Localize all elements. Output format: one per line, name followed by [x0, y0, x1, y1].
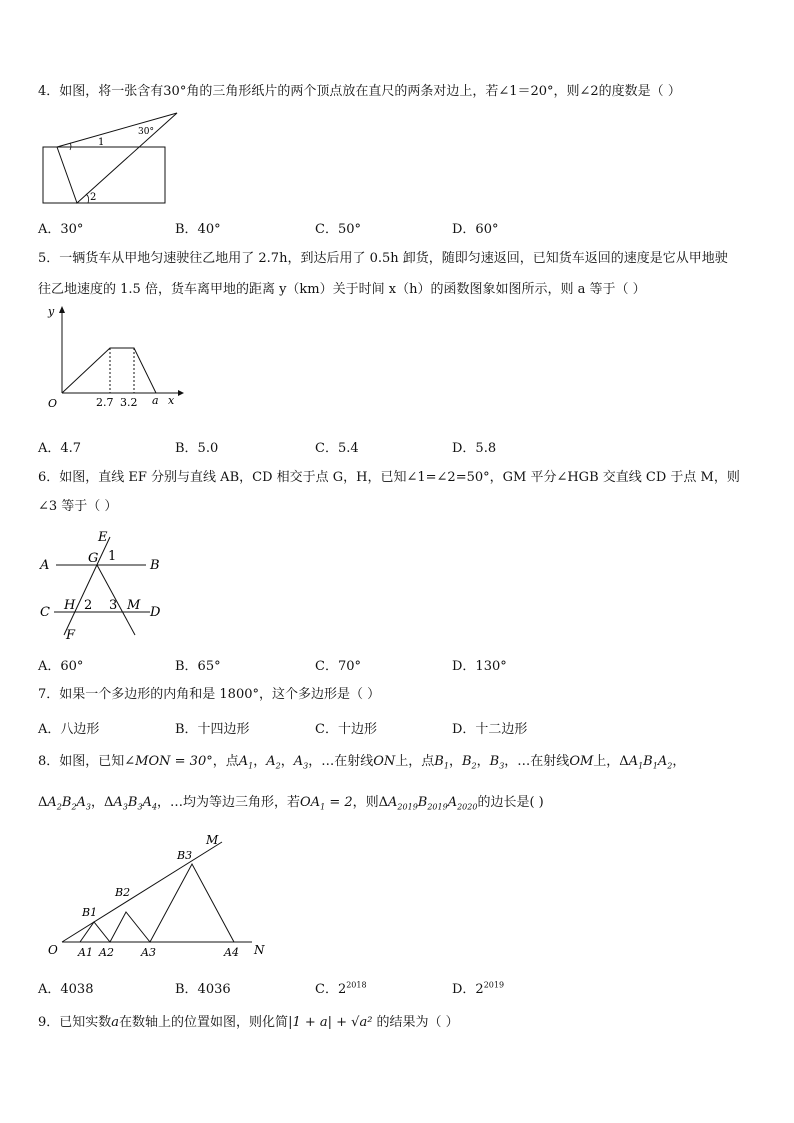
q7-option-c[interactable]: C．十边形	[315, 722, 377, 737]
q5-option-a[interactable]: A．4.7	[38, 441, 82, 456]
q4-label-30: 30°	[138, 127, 154, 137]
q8-option-d[interactable]: D．$2^{2019}$	[452, 980, 505, 997]
q6-label-3: 3	[109, 598, 118, 613]
ray-om	[62, 842, 222, 942]
q4-figure	[40, 110, 190, 210]
q6-label-1: 1	[108, 549, 117, 564]
q6-option-a[interactable]: A．60°	[38, 659, 84, 674]
q4-label-2: 2	[90, 192, 97, 203]
q5-option-c[interactable]: C．5.4	[315, 441, 359, 456]
q6-label-b: B	[150, 558, 160, 573]
q5-label-x: x	[168, 394, 175, 407]
q6-label-d: D	[150, 605, 161, 620]
q5-label-32: 3.2	[120, 396, 138, 409]
q6-text-line1: 6．如图，直线 EF 分别与直线 AB，CD 相交于点 G，H，已知∠1=∠2=50°，GM 平分∠HGB 交直线 CD 于点 M，则	[38, 470, 740, 485]
q8-option-a[interactable]: A．4038	[38, 982, 94, 997]
q9-text: 9．已知实数a在数轴上的位置如图，则化简|1 + a| + √a² 的结果为（ ）	[38, 1015, 459, 1030]
q6-option-c[interactable]: C．70°	[315, 659, 361, 674]
q6-figure	[38, 527, 168, 642]
q4-label-1: 1	[98, 137, 105, 148]
q5-label-y: y	[48, 305, 55, 318]
q8-label-a3: A3	[141, 946, 156, 959]
q6-label-e: E	[98, 530, 108, 545]
q6-label-a: A	[40, 558, 50, 573]
q6-label-f: F	[66, 628, 76, 643]
q7-text: 7．如果一个多边形的内角和是 1800°，这个多边形是（ ）	[38, 687, 381, 702]
q8-label-a2: A2	[99, 946, 114, 959]
q8-option-b[interactable]: B．4036	[175, 982, 231, 997]
q6-label-g: G	[88, 551, 99, 566]
q6-label-m: M	[127, 598, 141, 613]
q4-text: 4．如图，将一张含有30°角的三角形纸片的两个顶点放在直尺的两条对边上，若∠1＝20°，则∠2的度数是（ ）	[38, 84, 681, 99]
q4-option-b[interactable]: B．40°	[175, 222, 221, 237]
triangle-30	[57, 113, 177, 203]
q5-text-line1: 5．一辆货车从甲地匀速驶往乙地用了 2.7h，到达后用了 0.5h 卸货，随即匀速返回，已知货车返回的速度是它从甲地驶	[38, 251, 728, 266]
q5-option-d[interactable]: D．5.8	[452, 441, 497, 456]
q7-option-d[interactable]: D．十二边形	[452, 722, 528, 737]
q4-option-d[interactable]: D．60°	[452, 222, 499, 237]
q8-label-b1: B1	[82, 906, 98, 919]
q5-label-o: O	[48, 397, 58, 410]
q8-text-line1: 8．如图，已知∠MON = 30°，点$A_1$，$A_2$，$A_3$，…在射线ON上，点$B_1$，$B_2$，$B_3$，…在射线OM上，$\Delta A_1B_1A_2$，	[38, 754, 686, 771]
q8-label-a1: A1	[78, 946, 93, 959]
q8-option-c[interactable]: C．$2^{2018}$	[315, 980, 367, 997]
q8-label-o: O	[48, 943, 58, 957]
q8-label-a4: A4	[224, 946, 239, 959]
q5-graph	[38, 303, 188, 413]
q6-option-d[interactable]: D．130°	[452, 659, 507, 674]
q6-text-line2: ∠3 等于（ ）	[38, 499, 118, 514]
q8-label-m: M	[206, 833, 219, 847]
q5-label-a: a	[152, 394, 159, 407]
q8-label-n: N	[254, 943, 265, 957]
q8-angle-expr: ∠MON = 30°	[124, 754, 213, 769]
q5-label-27: 2.7	[96, 396, 114, 409]
q8-text-line2: $\Delta A_2B_2A_3$，$\Delta A_3B_3A_4$，…均为等边三角形，若$OA_1 = 2$，则$\Delta A_{2019}B_{2019}A_{2020}$的边长是( )	[38, 795, 544, 812]
q8-label-b2: B2	[115, 886, 131, 899]
q9-expression: |1 + a| + √a²	[288, 1015, 373, 1030]
distance-line	[62, 348, 156, 393]
q6-option-b[interactable]: B．65°	[175, 659, 221, 674]
q6-label-h: H	[64, 598, 76, 613]
q8-label-b3: B3	[177, 849, 193, 862]
q8-figure	[44, 832, 284, 964]
equilateral-chain	[80, 864, 234, 942]
q6-label-2: 2	[84, 598, 93, 613]
q6-label-c: C	[40, 605, 50, 620]
q5-text-line2: 往乙地速度的 1.5 倍，货车离甲地的距离 y（km）关于时间 x（h）的函数图象如图所示，则 a 等于（ ）	[38, 282, 646, 297]
line-ef	[64, 537, 110, 635]
q7-option-b[interactable]: B．十四边形	[175, 722, 250, 737]
q5-option-b[interactable]: B．5.0	[175, 441, 219, 456]
q4-option-a[interactable]: A．30°	[38, 222, 84, 237]
q7-option-a[interactable]: A．八边形	[38, 722, 100, 737]
ruler-rect	[43, 147, 165, 203]
q4-option-c[interactable]: C．50°	[315, 222, 361, 237]
